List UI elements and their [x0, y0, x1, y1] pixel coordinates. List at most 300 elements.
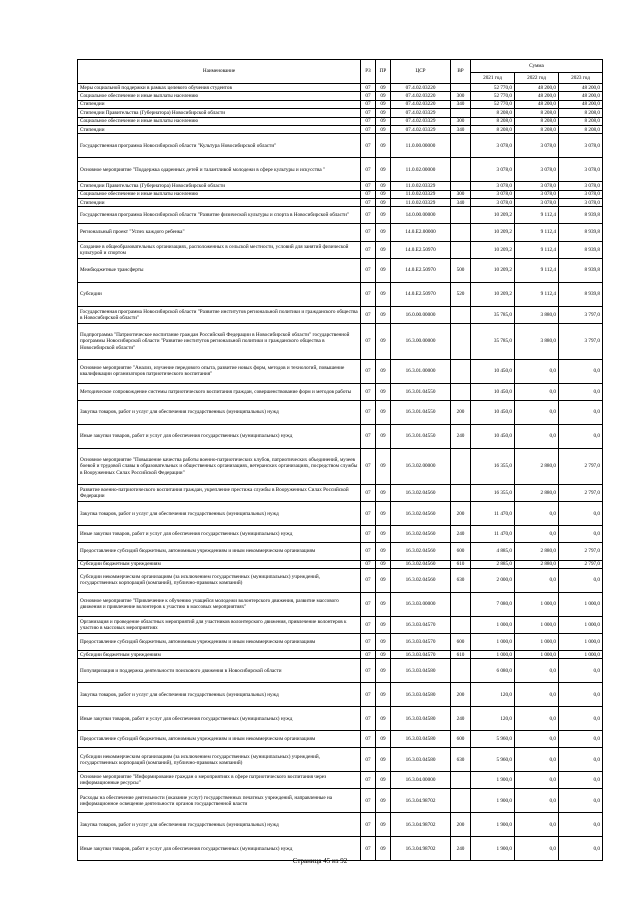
row-name: Иные закупки товаров, работ и услуг для обеспечения государственных (муниципальных) нужд	[78, 837, 361, 861]
row-sum-2021: 10 209,2	[471, 207, 515, 224]
row-rz: 07	[361, 360, 376, 384]
row-sum-2021: 11 470,0	[471, 502, 515, 526]
row-rz: 07	[361, 134, 376, 158]
row-vr	[451, 109, 471, 117]
row-rz: 07	[361, 323, 376, 359]
row-pr: 09	[376, 190, 391, 198]
table-row	[78, 198, 603, 206]
row-vr	[451, 383, 471, 400]
row-name: Государственная программа Новосибирской области "Культура Новосибирской области"	[78, 134, 361, 158]
table-row	[78, 633, 603, 650]
row-name: Закупка товаров, работ и услуг для обеспечения государственных (муниципальных) нужд	[78, 502, 361, 526]
row-csr: 16.3.02.04560	[391, 485, 451, 502]
row-sum-2023: 8 208,0	[559, 109, 603, 117]
row-sum-2023: 0,0	[559, 772, 603, 789]
row-sum-2021: 1 900,0	[471, 772, 515, 789]
row-sum-2021: 10 450,0	[471, 383, 515, 400]
row-name: Подпрограмма "Патриотическое воспитание граждан Российской Федерации в Новосибирской области" государственной программы Новосибирской области "Развитие институтов региональной политики и гражданского общества в Новосибирской области"	[78, 323, 361, 359]
row-sum-2023: 3 078,0	[559, 158, 603, 182]
row-sum-2023: 0,0	[559, 731, 603, 748]
row-rz: 07	[361, 502, 376, 526]
row-vr: 340	[451, 198, 471, 206]
row-rz: 07	[361, 109, 376, 117]
row-rz: 07	[361, 813, 376, 837]
row-sum-2023: 3 078,0	[559, 198, 603, 206]
row-pr: 09	[376, 683, 391, 707]
row-name: Организация и проведение областных мероприятий для участников волонтерского движения, привлечение волонтеров к участию в массовых мероприятиях	[78, 616, 361, 633]
row-rz: 07	[361, 592, 376, 616]
table-row	[78, 224, 603, 241]
row-csr: 11.0.02.00000	[391, 158, 451, 182]
row-sum-2023: 8 939,8	[559, 241, 603, 258]
row-vr	[451, 592, 471, 616]
row-rz: 07	[361, 731, 376, 748]
table-row	[78, 707, 603, 731]
row-vr: 200	[451, 683, 471, 707]
table-row	[78, 383, 603, 400]
row-vr: 200	[451, 401, 471, 425]
row-sum-2023: 1 000,0	[559, 651, 603, 659]
table-row	[78, 84, 603, 92]
header-year-2021: 2021 год	[471, 73, 515, 84]
row-pr: 09	[376, 659, 391, 683]
row-sum-2022: 0,0	[515, 707, 559, 731]
table-row	[78, 813, 603, 837]
row-vr	[451, 772, 471, 789]
row-csr: 16.3.04.98702	[391, 837, 451, 861]
row-pr: 09	[376, 134, 391, 158]
row-name: Закупка товаров, работ и услуг для обеспечения государственных (муниципальных) нужд	[78, 683, 361, 707]
row-name: Иные закупки товаров, работ и услуг для обеспечения государственных (муниципальных) нужд	[78, 707, 361, 731]
row-sum-2021: 2 000,0	[471, 568, 515, 592]
row-name: Государственная программа Новосибирской области "Развитие физической культуры и спорта в Новосибирской области"	[78, 207, 361, 224]
row-sum-2021: 120,0	[471, 683, 515, 707]
row-pr: 09	[376, 182, 391, 190]
row-sum-2022: 9 112,4	[515, 282, 559, 306]
budget-table	[77, 59, 603, 861]
table-row	[78, 323, 603, 359]
row-name: Социальное обеспечение и иные выплаты населению	[78, 117, 361, 125]
row-sum-2023: 0,0	[559, 568, 603, 592]
row-name: Субсидии бюджетным учреждениям	[78, 651, 361, 659]
row-sum-2023: 0,0	[559, 683, 603, 707]
row-sum-2021: 3 078,0	[471, 198, 515, 206]
header-pr: ПР	[376, 60, 391, 84]
row-sum-2022: 0,0	[515, 837, 559, 861]
row-sum-2022: 8 208,0	[515, 109, 559, 117]
row-csr: 16.3.04.98702	[391, 813, 451, 837]
row-pr: 09	[376, 543, 391, 560]
row-pr: 09	[376, 92, 391, 100]
row-rz: 07	[361, 190, 376, 198]
row-pr: 09	[376, 485, 391, 502]
row-sum-2023: 0,0	[559, 424, 603, 448]
row-csr: 16.0.00.00000	[391, 306, 451, 323]
row-csr: 16.3.02.04560	[391, 526, 451, 543]
table-row	[78, 117, 603, 125]
row-rz: 07	[361, 282, 376, 306]
row-name: Закупка товаров, работ и услуг для обеспечения государственных (муниципальных) нужд	[78, 401, 361, 425]
row-rz: 07	[361, 100, 376, 108]
row-sum-2023: 8 939,8	[559, 224, 603, 241]
row-sum-2021: 10 209,2	[471, 282, 515, 306]
row-sum-2022: 9 112,4	[515, 241, 559, 258]
row-pr: 09	[376, 100, 391, 108]
row-sum-2023: 2 797,0	[559, 485, 603, 502]
row-pr: 09	[376, 125, 391, 133]
row-pr: 09	[376, 109, 391, 117]
row-sum-2022: 48 200,0	[515, 84, 559, 92]
row-sum-2023: 8 939,8	[559, 282, 603, 306]
row-name: Стипендии	[78, 198, 361, 206]
row-sum-2022: 3 078,0	[515, 158, 559, 182]
header-year-2022: 2022 год	[515, 73, 559, 84]
row-sum-2023: 0,0	[559, 813, 603, 837]
table-row	[78, 190, 603, 198]
row-pr: 09	[376, 526, 391, 543]
row-sum-2021: 10 450,0	[471, 401, 515, 425]
row-sum-2021: 52 770,0	[471, 92, 515, 100]
row-sum-2023: 3 078,0	[559, 182, 603, 190]
row-vr	[451, 134, 471, 158]
row-sum-2021: 1 000,0	[471, 616, 515, 633]
row-sum-2022: 9 112,4	[515, 207, 559, 224]
row-pr: 09	[376, 282, 391, 306]
row-sum-2021: 1 900,0	[471, 789, 515, 813]
row-rz: 07	[361, 92, 376, 100]
table-row	[78, 526, 603, 543]
row-sum-2021: 1 900,0	[471, 837, 515, 861]
row-sum-2022: 3 880,0	[515, 323, 559, 359]
row-vr: 300	[451, 190, 471, 198]
row-sum-2023: 1 000,0	[559, 592, 603, 616]
row-sum-2022: 0,0	[515, 526, 559, 543]
row-name: Социальное обеспечение и иные выплаты населению	[78, 92, 361, 100]
row-rz: 07	[361, 560, 376, 568]
row-vr: 300	[451, 117, 471, 125]
row-csr: 07.4.02.03220	[391, 84, 451, 92]
table-row	[78, 134, 603, 158]
table-row	[78, 360, 603, 384]
row-name: Государственная программа Новосибирской области "Развитие институтов региональной политики и гражданского общества в Новосибирской области"	[78, 306, 361, 323]
row-csr: 16.3.03.00000	[391, 592, 451, 616]
row-name: Основное мероприятие "Информирование граждан о мероприятиях в сфере патриотического воспитания через информационные ресурсы"	[78, 772, 361, 789]
row-vr: 300	[451, 92, 471, 100]
row-name: Создание в общеобразовательных организациях, расположенных в сельской местности, условий для занятий физической культурой и спортом	[78, 241, 361, 258]
table-row	[78, 158, 603, 182]
row-sum-2023: 2 797,0	[559, 448, 603, 484]
row-vr: 610	[451, 651, 471, 659]
row-pr: 09	[376, 772, 391, 789]
row-sum-2022: 1 000,0	[515, 633, 559, 650]
row-sum-2021: 52 770,0	[471, 100, 515, 108]
row-sum-2022: 0,0	[515, 659, 559, 683]
row-sum-2021: 10 209,2	[471, 241, 515, 258]
row-pr: 09	[376, 502, 391, 526]
row-vr: 630	[451, 748, 471, 772]
row-sum-2021: 10 209,2	[471, 224, 515, 241]
row-sum-2021: 3 078,0	[471, 134, 515, 158]
row-rz: 07	[361, 198, 376, 206]
row-vr: 200	[451, 502, 471, 526]
row-rz: 07	[361, 84, 376, 92]
row-csr: 11.0.02.03329	[391, 190, 451, 198]
row-sum-2021: 120,0	[471, 707, 515, 731]
row-sum-2022: 0,0	[515, 502, 559, 526]
row-sum-2023: 2 797,0	[559, 543, 603, 560]
row-csr: 16.3.01.04550	[391, 424, 451, 448]
row-sum-2021: 35 785,0	[471, 306, 515, 323]
row-sum-2021: 8 208,0	[471, 125, 515, 133]
row-sum-2022: 8 208,0	[515, 125, 559, 133]
row-csr: 16.3.03.04570	[391, 651, 451, 659]
row-csr: 16.3.03.04570	[391, 633, 451, 650]
row-name: Стипендии Правительства (Губернатора) Новосибирской области	[78, 182, 361, 190]
row-rz: 07	[361, 383, 376, 400]
row-csr: 16.3.00.00000	[391, 323, 451, 359]
row-name: Межбюджетные трансферты	[78, 258, 361, 282]
row-pr: 09	[376, 323, 391, 359]
row-sum-2022: 0,0	[515, 772, 559, 789]
row-sum-2023: 2 797,0	[559, 560, 603, 568]
row-vr: 600	[451, 633, 471, 650]
row-name: Региональный проект "Успех каждого ребенка"	[78, 224, 361, 241]
page-number: Страница 45 из 92	[292, 857, 348, 865]
row-sum-2021: 16 355,0	[471, 485, 515, 502]
row-rz: 07	[361, 772, 376, 789]
row-pr: 09	[376, 707, 391, 731]
row-csr: 16.3.02.00000	[391, 448, 451, 484]
row-rz: 07	[361, 448, 376, 484]
row-sum-2021: 10 209,2	[471, 258, 515, 282]
row-pr: 09	[376, 837, 391, 861]
header-sum: Сумма	[471, 60, 603, 73]
row-rz: 07	[361, 182, 376, 190]
table-row	[78, 543, 603, 560]
row-pr: 09	[376, 401, 391, 425]
row-csr: 16.3.01.04550	[391, 383, 451, 400]
row-sum-2023: 48 200,0	[559, 92, 603, 100]
row-rz: 07	[361, 117, 376, 125]
row-name: Основное мероприятие "Привлечение к обучению учащейся молодежи волонтерского движения, развитие массового движения и привлечение волонтеров к участию в массовых мероприятиях"	[78, 592, 361, 616]
row-vr: 500	[451, 258, 471, 282]
row-vr	[451, 182, 471, 190]
row-sum-2021: 7 080,0	[471, 592, 515, 616]
row-vr	[451, 448, 471, 484]
row-pr: 09	[376, 731, 391, 748]
row-vr	[451, 360, 471, 384]
row-sum-2022: 3 078,0	[515, 134, 559, 158]
row-pr: 09	[376, 306, 391, 323]
table-row	[78, 424, 603, 448]
table-row	[78, 560, 603, 568]
row-sum-2023: 0,0	[559, 502, 603, 526]
row-rz: 07	[361, 616, 376, 633]
row-vr	[451, 158, 471, 182]
header-name: Наименование	[78, 60, 361, 84]
table-row	[78, 683, 603, 707]
row-sum-2023: 8 208,0	[559, 125, 603, 133]
row-csr: 14.0.Е2.50970	[391, 258, 451, 282]
row-vr	[451, 241, 471, 258]
row-csr: 14.0.00.00000	[391, 207, 451, 224]
row-sum-2021: 2 885,0	[471, 560, 515, 568]
row-rz: 07	[361, 241, 376, 258]
row-name: Стипендии Правительства (Губернатора) Новосибирской области	[78, 109, 361, 117]
row-name: Иные закупки товаров, работ и услуг для обеспечения государственных (муниципальных) нужд	[78, 424, 361, 448]
row-sum-2023: 48 200,0	[559, 84, 603, 92]
row-sum-2021: 10 450,0	[471, 360, 515, 384]
row-sum-2022: 0,0	[515, 813, 559, 837]
row-name: Меры социальной поддержки в рамках целевого обучения студентов	[78, 84, 361, 92]
row-vr	[451, 224, 471, 241]
row-sum-2023: 3 797,0	[559, 306, 603, 323]
row-sum-2023: 3 078,0	[559, 134, 603, 158]
table-row	[78, 258, 603, 282]
row-sum-2022: 0,0	[515, 360, 559, 384]
row-csr: 11.0.02.03329	[391, 182, 451, 190]
row-pr: 09	[376, 633, 391, 650]
row-sum-2023: 0,0	[559, 837, 603, 861]
row-csr: 07.4.02.03329	[391, 109, 451, 117]
row-sum-2023: 0,0	[559, 748, 603, 772]
row-sum-2022: 48 200,0	[515, 92, 559, 100]
row-name: Предоставление субсидий бюджетным, автономным учреждениям и иным некоммерческим организациям	[78, 731, 361, 748]
row-sum-2021: 3 078,0	[471, 182, 515, 190]
row-vr	[451, 616, 471, 633]
row-pr: 09	[376, 568, 391, 592]
row-sum-2021: 6 080,0	[471, 659, 515, 683]
row-sum-2022: 0,0	[515, 683, 559, 707]
row-pr: 09	[376, 158, 391, 182]
row-csr: 16.3.03.04580	[391, 683, 451, 707]
row-vr	[451, 84, 471, 92]
row-pr: 09	[376, 198, 391, 206]
table-row	[78, 502, 603, 526]
row-name: Субсидии бюджетным учреждениям	[78, 560, 361, 568]
row-name: Субсидии некоммерческим организациям (за исключением государственных (муниципальных) учреждений, государственных корпораций (компаний), публично-правовых компаний)	[78, 748, 361, 772]
table-row	[78, 568, 603, 592]
row-pr: 09	[376, 224, 391, 241]
header-rz: РЗ	[361, 60, 376, 84]
row-sum-2023: 8 939,8	[559, 207, 603, 224]
row-sum-2021: 4 885,0	[471, 543, 515, 560]
row-rz: 07	[361, 651, 376, 659]
row-name: Популяризация и поддержка деятельности поискового движения в Новосибирской области	[78, 659, 361, 683]
row-sum-2022: 3 078,0	[515, 182, 559, 190]
header-csr: ЦСР	[391, 60, 451, 84]
row-csr: 16.3.02.04560	[391, 560, 451, 568]
row-csr: 14.0.Е2.50970	[391, 282, 451, 306]
table-body	[78, 84, 603, 861]
row-sum-2022: 3 880,0	[515, 306, 559, 323]
row-vr: 600	[451, 543, 471, 560]
table-row	[78, 592, 603, 616]
row-vr	[451, 789, 471, 813]
row-sum-2022: 0,0	[515, 401, 559, 425]
row-sum-2022: 9 112,4	[515, 224, 559, 241]
row-csr: 14.0.Е2.00000	[391, 224, 451, 241]
row-sum-2023: 1 000,0	[559, 633, 603, 650]
row-pr: 09	[376, 117, 391, 125]
row-name: Основное мероприятие "Поддержка одаренных детей и талантливой молодежи в сфере культуры и искусства "	[78, 158, 361, 182]
header-year-2023: 2023 год	[559, 73, 603, 84]
row-rz: 07	[361, 258, 376, 282]
table-row	[78, 282, 603, 306]
row-sum-2021: 1 000,0	[471, 651, 515, 659]
row-sum-2021: 1 900,0	[471, 813, 515, 837]
row-sum-2022: 1 000,0	[515, 592, 559, 616]
row-rz: 07	[361, 401, 376, 425]
row-sum-2022: 0,0	[515, 789, 559, 813]
row-rz: 07	[361, 485, 376, 502]
row-rz: 07	[361, 158, 376, 182]
row-sum-2023: 0,0	[559, 707, 603, 731]
row-vr: 630	[451, 568, 471, 592]
row-sum-2023: 3 078,0	[559, 190, 603, 198]
row-pr: 09	[376, 424, 391, 448]
row-name: Развитие военно-патриотического воспитания граждан, укрепление престижа службы в Вооруженных Силах Российской Федерации	[78, 485, 361, 502]
row-pr: 09	[376, 748, 391, 772]
row-sum-2022: 3 078,0	[515, 190, 559, 198]
row-csr: 16.3.02.04560	[391, 568, 451, 592]
table-header	[78, 60, 603, 84]
row-name: Социальное обеспечение и иные выплаты населению	[78, 190, 361, 198]
row-csr: 14.0.Е2.50970	[391, 241, 451, 258]
row-rz: 07	[361, 659, 376, 683]
row-pr: 09	[376, 560, 391, 568]
table-row	[78, 100, 603, 108]
row-sum-2023: 48 200,0	[559, 100, 603, 108]
row-rz: 07	[361, 568, 376, 592]
table-row	[78, 731, 603, 748]
row-name: Расходы на обеспечение деятельности (оказание услуг) государственных печатных учреждений, направленные на информационное освещение деятельности органов государственной власти	[78, 789, 361, 813]
row-sum-2022: 0,0	[515, 424, 559, 448]
table-row	[78, 125, 603, 133]
row-sum-2022: 8 208,0	[515, 117, 559, 125]
row-vr: 340	[451, 125, 471, 133]
row-rz: 07	[361, 633, 376, 650]
row-vr	[451, 207, 471, 224]
table-row	[78, 92, 603, 100]
row-sum-2023: 1 000,0	[559, 616, 603, 633]
row-rz: 07	[361, 424, 376, 448]
row-sum-2022: 1 000,0	[515, 616, 559, 633]
row-sum-2023: 8 208,0	[559, 117, 603, 125]
row-rz: 07	[361, 837, 376, 861]
row-csr: 07.4.02.03220	[391, 92, 451, 100]
table-row	[78, 651, 603, 659]
row-vr: 240	[451, 526, 471, 543]
table-row	[78, 207, 603, 224]
row-csr: 16.3.04.00000	[391, 772, 451, 789]
table-row	[78, 772, 603, 789]
row-vr: 520	[451, 282, 471, 306]
row-sum-2021: 52 770,0	[471, 84, 515, 92]
row-vr: 200	[451, 813, 471, 837]
row-csr: 16.3.01.00000	[391, 360, 451, 384]
row-sum-2021: 1 000,0	[471, 633, 515, 650]
row-sum-2023: 0,0	[559, 383, 603, 400]
table-row	[78, 485, 603, 502]
row-vr: 240	[451, 424, 471, 448]
row-vr	[451, 659, 471, 683]
row-csr: 16.3.03.04580	[391, 659, 451, 683]
row-rz: 07	[361, 748, 376, 772]
table-row	[78, 616, 603, 633]
row-csr: 11.0.02.03329	[391, 198, 451, 206]
row-sum-2023: 0,0	[559, 659, 603, 683]
